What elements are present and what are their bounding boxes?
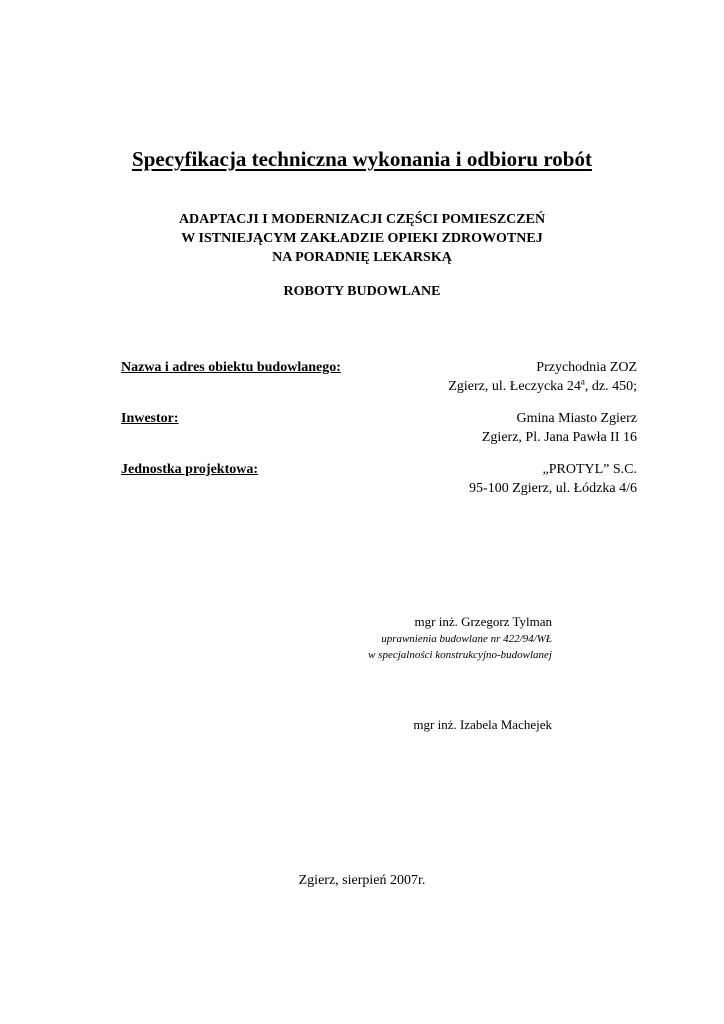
section-heading: ROBOTY BUDOWLANE [283,284,441,299]
place-date: Zgierz, sierpień 2007r. [298,873,426,888]
signatory-1 [368,613,552,663]
object-address-plot: , dz. 450; [584,379,637,394]
signatory-2-name: mgr inż. Izabela Machejek [413,717,552,732]
investor-label: Inwestor: [121,411,179,426]
investor-address: Zgierz, Pl. Jana Pawła II 16 [481,430,637,445]
object-name: Przychodnia ZOZ [536,360,637,375]
signatory-1-specialty: w specjalności konstrukcyjno-budowlanej [368,649,552,661]
object-value [448,358,637,396]
designer-label: Jednostka projektowa: [121,462,259,477]
signatory-1-name: mgr inż. Grzegorz Tylman [414,614,552,629]
object-address [448,377,637,396]
object-address-main: Zgierz, ul. Łeczycka 24 [448,379,581,394]
signatory-2 [413,716,552,734]
document-title: Specyfikacja techniczna wykonania i odbioru robót [132,147,592,171]
designer-address: 95-100 Zgierz, ul. Łódzka 4/6 [469,481,637,496]
document-subtitle [0,210,724,267]
subtitle-line-2: W ISTNIEJĄCYM ZAKŁADZIE OPIEKI ZDROWOTNEJ [181,231,543,246]
object-label: Nazwa i adres obiektu budowlanego: [121,360,341,375]
designer-name: „PROTYL” S.C. [542,462,637,477]
signatory-1-license: uprawnienia budowlane nr 422/94/WŁ [381,633,552,645]
designer-value [469,460,637,498]
subtitle-line-1: ADAPTACJI I MODERNIZACJI CZĘŚCI POMIESZCZEŃ [178,212,546,227]
object-address-sup: a [580,376,585,387]
investor-name: Gmina Miasto Zgierz [516,411,637,426]
subtitle-line-3: NA PORADNIĘ LEKARSKĄ [272,250,452,265]
investor-value [482,409,637,447]
